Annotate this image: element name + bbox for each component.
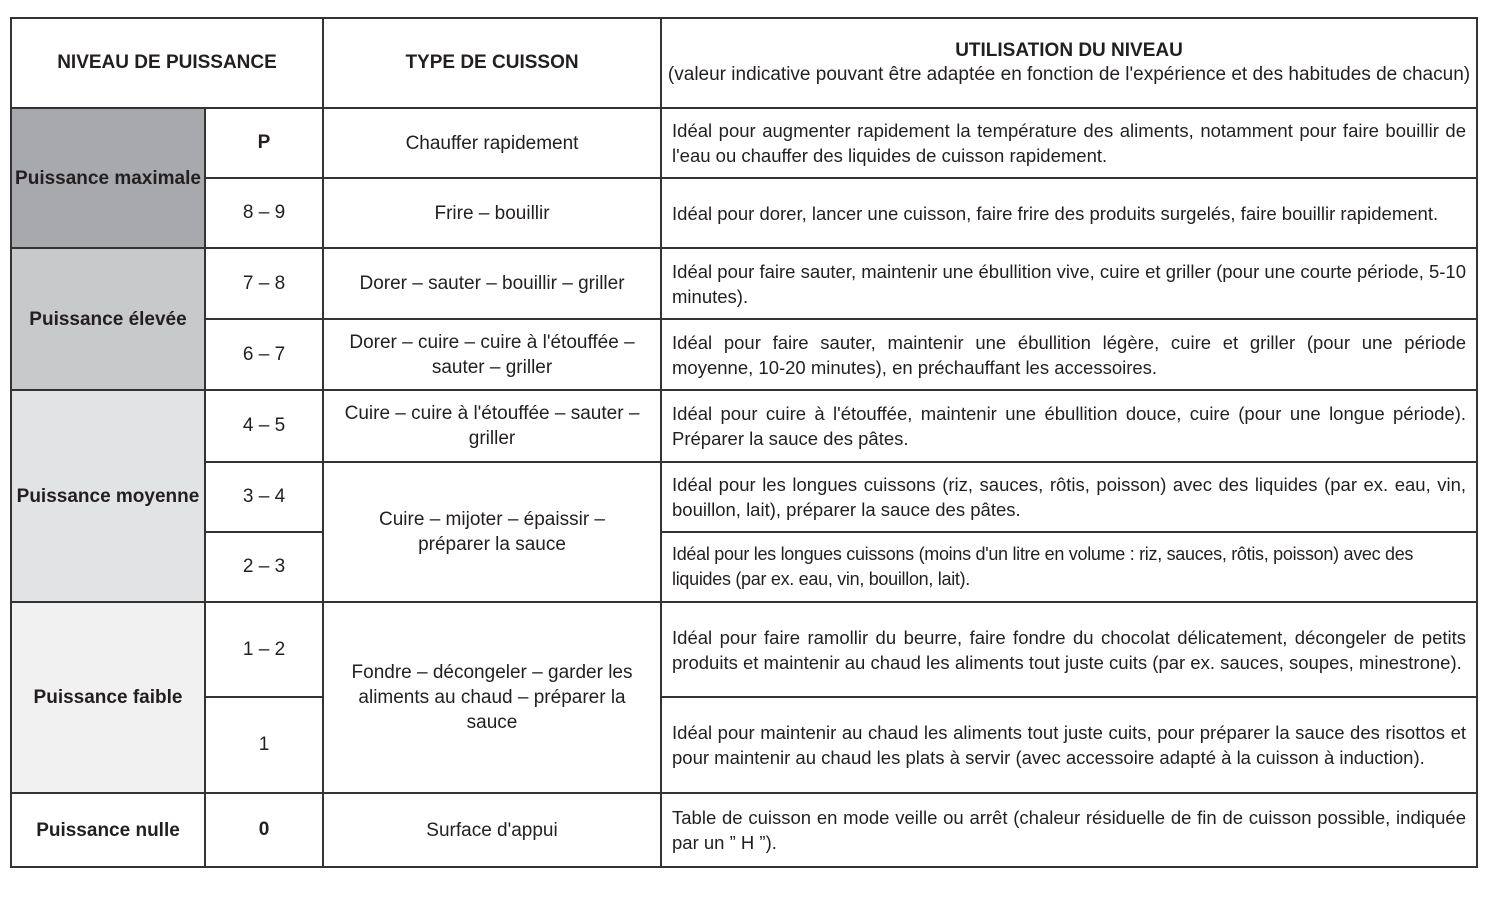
level-cell: 6 – 7 xyxy=(205,319,323,390)
header-power-level: NIVEAU DE PUISSANCE xyxy=(11,18,323,108)
level-cell: 1 – 2 xyxy=(205,602,323,697)
cooking-type-cell: Dorer – sauter – bouillir – griller xyxy=(323,248,661,319)
usage-cell: Idéal pour dorer, lancer une cuisson, faire frire des produits surgelés, faire bouillir rapidement. xyxy=(661,178,1477,248)
usage-cell: Idéal pour faire sauter, maintenir une ébullition légère, cuire et griller (pour une période moyenne, 10-20 minutes), en préchauffant les accessoires. xyxy=(661,319,1477,390)
usage-cell: Idéal pour cuire à l'étouffée, maintenir une ébullition douce, cuire (pour une longue période). Préparer la sauce des pâtes. xyxy=(661,390,1477,462)
cooking-type-cell: Cuire – mijoter – épaissir – préparer la sauce xyxy=(323,462,661,602)
table-row xyxy=(11,793,1477,867)
header-row xyxy=(11,18,1477,108)
cooking-type-cell: Surface d'appui xyxy=(323,793,661,867)
cooking-type-cell: Dorer – cuire – cuire à l'étouffée – sauter – griller xyxy=(323,319,661,390)
header-usage-title: UTILISATION DU NIVEAU xyxy=(955,40,1183,61)
usage-cell: Idéal pour les longues cuissons (riz, sauces, rôtis, poisson) avec des liquides (par ex. eau, vin, bouillon, lait), préparer la sauce des pâtes. xyxy=(661,462,1477,532)
usage-cell: Idéal pour augmenter rapidement la température des aliments, notamment pour faire bouillir de l'eau ou chauffer des liquides de cuisson rapidement. xyxy=(661,108,1477,178)
table-row xyxy=(11,248,1477,319)
header-usage xyxy=(661,18,1477,108)
cooking-type-cell: Fondre – décongeler – garder les aliments au chaud – préparer la sauce xyxy=(323,602,661,793)
table-row xyxy=(11,319,1477,390)
cooking-type-cell: Frire – bouillir xyxy=(323,178,661,248)
usage-cell: Idéal pour maintenir au chaud les aliments tout juste cuits, pour préparer la sauce des risottos et pour maintenir au chaud les plats à servir (avec accessoire adapté à la cuisson à induction). xyxy=(661,697,1477,793)
group-max-power: Puissance maximale xyxy=(11,108,205,248)
group-zero-power: Puissance nulle xyxy=(11,793,205,867)
table-row xyxy=(11,602,1477,697)
level-cell: 2 – 3 xyxy=(205,532,323,602)
usage-cell: Table de cuisson en mode veille ou arrêt (chaleur résiduelle de fin de cuisson possible, indiquée par un ” H ”). xyxy=(661,793,1477,867)
usage-cell: Idéal pour les longues cuissons (moins d'un litre en volume : riz, sauces, rôtis, poisson) avec des liquides (par ex. eau, vin, bouillon, lait). xyxy=(661,532,1477,602)
group-high-power: Puissance élevée xyxy=(11,248,205,390)
cooking-type-cell: Chauffer rapidement xyxy=(323,108,661,178)
level-cell: 1 xyxy=(205,697,323,793)
level-cell: 0 xyxy=(205,793,323,867)
table-row xyxy=(11,390,1477,462)
table-row xyxy=(11,697,1477,793)
level-cell: 3 – 4 xyxy=(205,462,323,532)
table-row xyxy=(11,178,1477,248)
usage-cell: Idéal pour faire ramollir du beurre, faire fondre du chocolat délicatement, décongeler de petits produits et maintenir au chaud les aliments tout juste cuits (par ex. sauces, soupes, minestrone). xyxy=(661,602,1477,697)
table-row xyxy=(11,532,1477,602)
power-level-table xyxy=(10,17,1478,868)
header-cooking-type: TYPE DE CUISSON xyxy=(323,18,661,108)
table-row xyxy=(11,462,1477,532)
group-low-power: Puissance faible xyxy=(11,602,205,793)
group-medium-power: Puissance moyenne xyxy=(11,390,205,602)
cooking-type-cell: Cuire – cuire à l'étouffée – sauter – griller xyxy=(323,390,661,462)
header-usage-subtitle: (valeur indicative pouvant être adaptée en fonction de l'expérience et des habitudes de chacun) xyxy=(667,64,1471,85)
level-cell: 4 – 5 xyxy=(205,390,323,462)
usage-cell: Idéal pour faire sauter, maintenir une ébullition vive, cuire et griller (pour une courte période, 5-10 minutes). xyxy=(661,248,1477,319)
level-cell: 7 – 8 xyxy=(205,248,323,319)
level-cell: 8 – 9 xyxy=(205,178,323,248)
table-row xyxy=(11,108,1477,178)
level-cell: P xyxy=(205,108,323,178)
